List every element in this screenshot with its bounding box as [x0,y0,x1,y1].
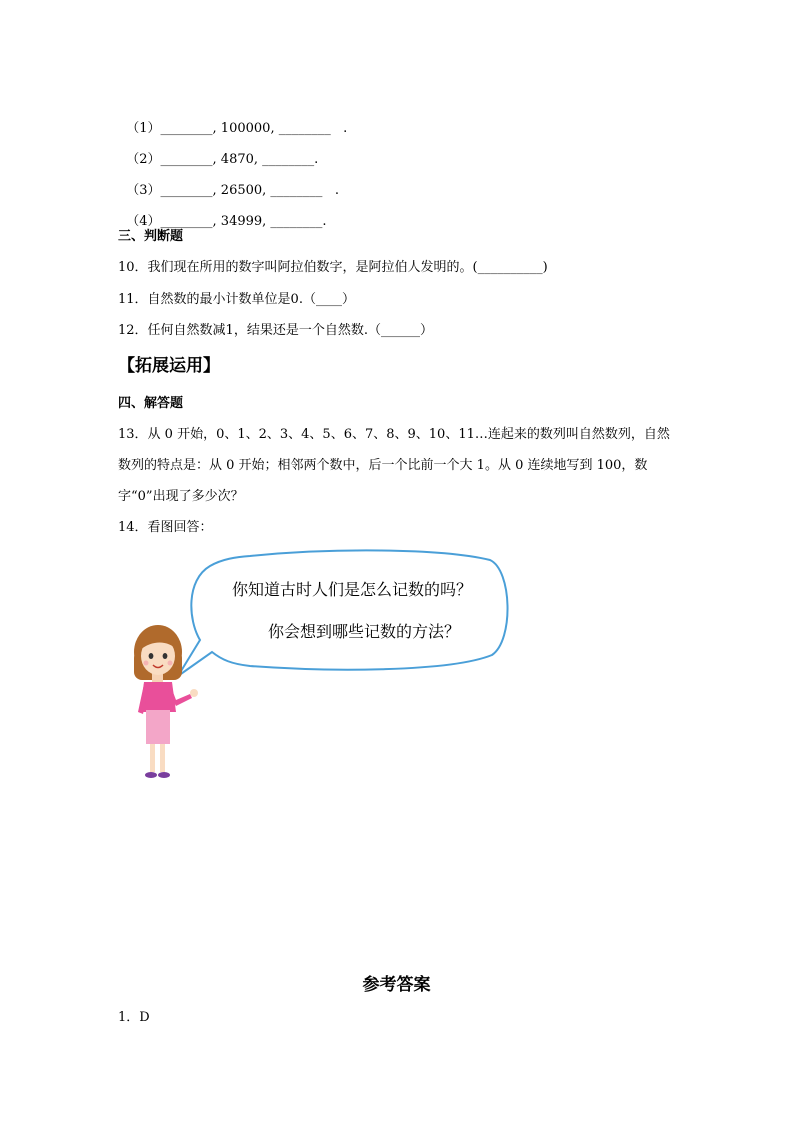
item-number: （4） [126,214,161,229]
item-text: ________, 100000, ________ . [160,121,348,136]
question-13-line-3: 字“0”出现了多少次？ [118,489,244,504]
question-13-line-1: 13．从 0 开始，0、1、2、3、4、5、6、7、8、9、10、11…连起来的数列叫自然数列，自然 [118,427,670,442]
answer-1: 1．D [118,1010,150,1025]
question-10: 10．我们现在所用的数字叫阿拉伯数字，是阿拉伯人发明的。(__________) [118,260,548,275]
item-text: ________, 26500, ________ . [160,183,339,198]
section-heading-solve: 四、解答题 [118,396,184,411]
item-number: （1） [126,121,161,136]
item-text: ________, 4870, ________. [160,152,319,167]
item-number: （2） [126,152,161,167]
bubble-line-2: 你会想到哪些记数的方法？ [268,622,461,641]
answer-title: 参考答案 [362,975,431,995]
question-11: 11．自然数的最小计数单位是0.（____） [118,292,355,307]
teacher-figure [134,625,198,778]
section-heading-judgement: 三、判断题 [118,229,184,244]
question-13-line-2: 数列的特点是：从 0 开始；相邻两个数中，后一个比前一个大 1。从 0 连续地写到 100，数 [118,458,648,473]
question-14: 14．看图回答： [118,520,213,535]
question-12: 12．任何自然数减1，结果还是一个自然数.（______） [118,323,433,338]
speech-bubble [178,550,508,676]
item-text: ________, 34999, ________. [160,214,327,229]
item-number: （3） [126,183,161,198]
expand-heading: 【拓展运用】 [118,356,220,376]
bubble-line-1: 你知道古时人们是怎么记数的吗？ [232,580,473,599]
